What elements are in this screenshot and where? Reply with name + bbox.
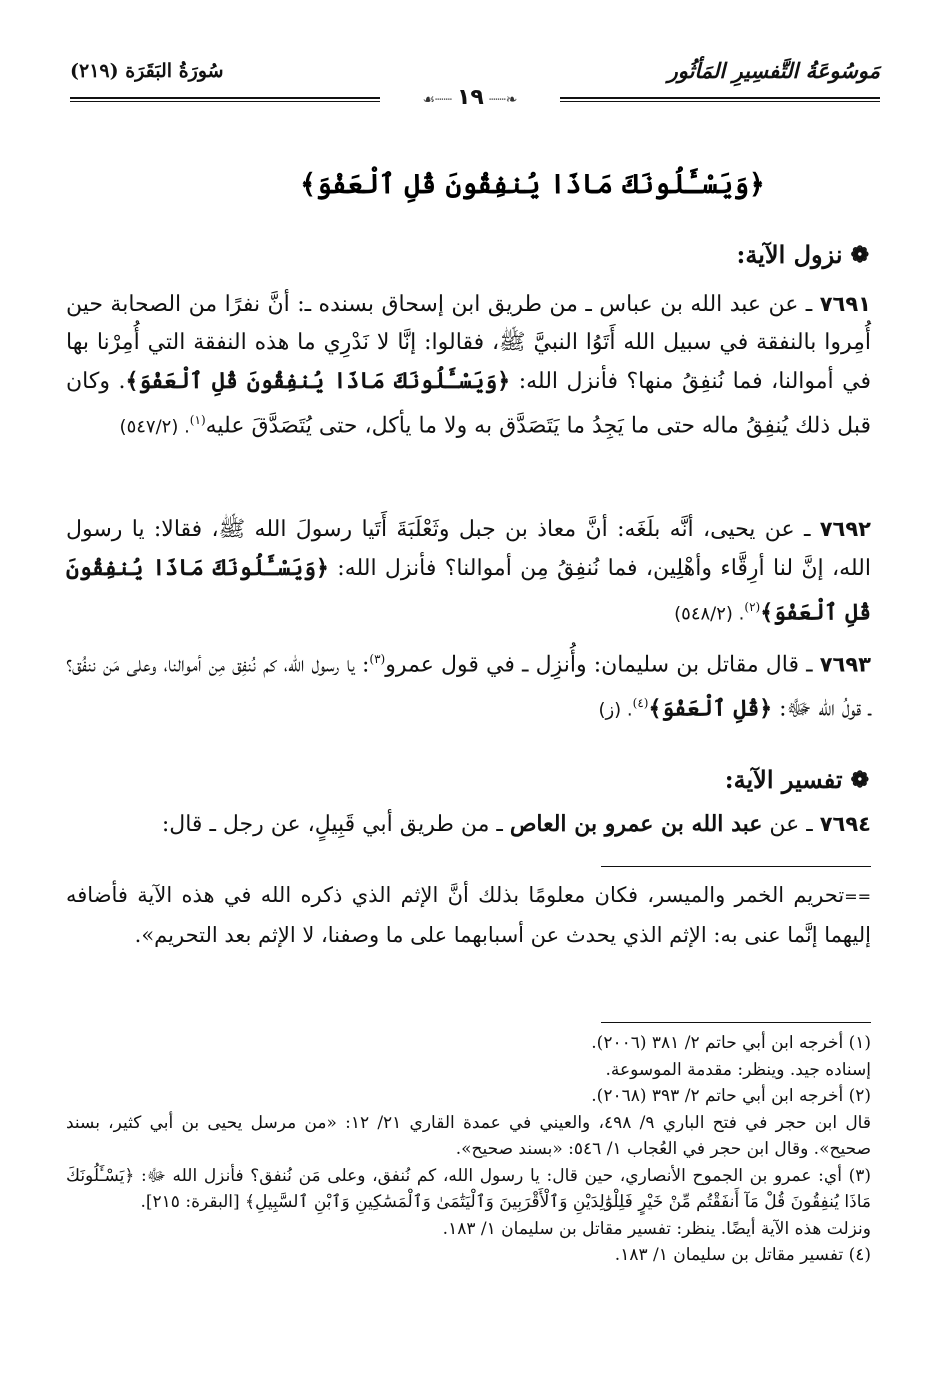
continued-footnote bbox=[66, 876, 871, 954]
hadith-number: ٧٦٩١ bbox=[819, 292, 871, 316]
footnote-separator bbox=[601, 1022, 871, 1023]
narrator-name: عبد الله بن عمرو بن العاص bbox=[509, 811, 763, 837]
flower-icon: ❁ bbox=[850, 241, 869, 268]
verse-heading: ﴿وَيَسْـَٔلُونَكَ مَاذَا يُنفِقُونَ قُلِ ٱلْعَفْوَ﴾ bbox=[300, 169, 765, 200]
footnote-separator bbox=[601, 866, 871, 867]
hadith-7694 bbox=[66, 805, 871, 844]
footnote-marker: (٤) bbox=[632, 696, 649, 711]
footnote-line: ونزلت هذه الآية أيضًا. ينظر: تفسير مقاتل بن سليمان ١/ ١٨٣. bbox=[442, 1218, 871, 1239]
hadith-number: ٧٦٩٤ bbox=[819, 812, 871, 836]
footnote-line: (١) أخرجه ابن أبي حاتم ٢/ ٣٨١ (٢٠٠٦). bbox=[591, 1033, 871, 1053]
footnote-marker: (١) bbox=[189, 413, 206, 427]
footnote-line: قال ابن حجر في فتح الباري ٩/ ٤٩٨، والعيني في عمدة القاري ٢١/ ١٢: «من مرسل يحيى بن أبي كثير، بسند صحيح». وقال ابن حجر في العُجاب ١/ ٥٤٦: «بسند صحيح». bbox=[66, 1112, 871, 1159]
hadith-text: : يا رسول الله، كم نُنفِق مِن أموالنا، وعلى مَن ننفُق؟ ـ قولُ الله ﷻ: bbox=[66, 652, 871, 722]
section-heading-nuzul bbox=[736, 240, 869, 269]
page-number: ١٩ bbox=[456, 85, 484, 110]
footnote-marker: (٣) bbox=[369, 652, 386, 666]
footnote-line: (٤) تفسير مقاتل بن سليمان ١/ ١٨٣. bbox=[614, 1245, 871, 1265]
footnote-line: (٢) أخرجه ابن أبي حاتم ٢/ ٣٩٣ (٢٠٦٨). bbox=[591, 1086, 871, 1106]
volume-reference: . (٥٤٧/٢) bbox=[119, 416, 190, 438]
continued-text: تحريم الخمر والميسر، فكان معلومًا بذلك أنَّ الإثم الذي ذكره الله في هذه الآية فأضافه إليهما إنَّما عنى به: الإثم الذي يحدث عن أسبابهما على ما وصفنا، لا الإثم بعد التحريم». bbox=[66, 883, 871, 947]
hadith-7693 bbox=[66, 640, 871, 730]
volume-reference: . (ز) bbox=[598, 699, 633, 721]
section-heading-tafsir bbox=[725, 765, 869, 794]
ornament-icon: ┈┈☙ bbox=[422, 92, 452, 108]
hadith-text: ـ من طريق أبي قَبِيلٍ، عن رجل ـ قال: bbox=[161, 812, 510, 837]
hadith-text: ـ قال مقاتل بن سليمان: وأُنزِل ـ في قول عمرو bbox=[385, 652, 820, 678]
hadith-text: ـ عن bbox=[762, 812, 820, 837]
footnotes bbox=[66, 1030, 871, 1269]
hadith-number: ٧٦٩٣ bbox=[819, 652, 872, 677]
quran-quote: ﴿وَيَسْـَٔلُونَكَ مَاذَا يُنفِقُونَ قُلِ ٱلْعَفْوَ﴾ bbox=[125, 368, 511, 394]
footnote-line: (٣) أي: عمرو بن الجموح الأنصاري، حين قال: يا رسول الله، كم نُنفق، وعلى مَن نُنفق؟ فأنزل الله ﷻ: ﴿يَسْـَٔلُونَكَ مَاذَا يُنفِقُونَ قُلْ مَآ أَنفَقْتُم مِّنْ خَيْرٍ فَلِلْوَٰلِدَيْنِ وَٱلْأَقْرَبِينَ وَٱلْيَتَٰمَىٰ وَٱلْمَسَٰكِينِ وَٱبْنِ ٱلسَّبِيلِ﴾ [البقرة: ٢١٥]. bbox=[66, 1165, 871, 1212]
book-title: مَوسُوعَةُ التَّفسِيرِ المَأثُور bbox=[667, 58, 880, 83]
surah-label: سُورَةُ البَقَرَة (٢١٩) bbox=[70, 60, 224, 82]
footnote-marker: (٢) bbox=[744, 600, 761, 614]
page-number-box bbox=[380, 85, 560, 111]
flower-icon: ❁ bbox=[850, 766, 869, 793]
hadith-text: ـ عن عبد الله بن عباس ـ من طريق ابن إسحاق بسنده ـ: أنَّ نفرًا من الصحابة حين أُمِروا بالنفقة في سبيل الله أَتَوُا النبيَّ ﷺ، فقالوا: إنَّا لا نَدْرِي ما هذه النفقة التي أُمِرْنا بها في أموالنا، فما نُنفِقُ منها؟ فأنزل الله: bbox=[66, 292, 872, 394]
volume-reference: . (٥٤٨/٢) bbox=[674, 603, 745, 625]
hadith-text: ـ عن يحيى، أنَّه بلَغَه: أنَّ معاذ بن جبل وثَعْلَبَةَ أَتَيا رسولَ الله ﷺ، فقالا: يا رسول الله، إنَّ لنا أرِقَّاء وأهْلِين، فما نُنفِقُ مِن أموالنا؟ فأنزل الله: bbox=[66, 517, 871, 581]
footnote-line: إسناده جيد. وينظر: مقدمة الموسوعة. bbox=[605, 1059, 871, 1080]
section-heading-label: نزول الآية: bbox=[736, 240, 843, 269]
hadith-text: . وكان قبل ذلك يُنفِقُ ماله حتى ما يَجِدُ ما يَتَصَدَّق به ولا ما يأكل، حتى يُتَصَدَّقَ عليه bbox=[66, 369, 871, 439]
hadith-7691 bbox=[66, 285, 871, 446]
section-heading-label: تفسير الآية: bbox=[724, 765, 843, 794]
ornament-icon: ❧┈┈ bbox=[488, 92, 518, 108]
hadith-7692 bbox=[66, 510, 871, 633]
quran-quote: ﴿قُلِ ٱلْعَفْوَ﴾ bbox=[648, 695, 773, 722]
continuation-marker: == bbox=[844, 887, 871, 906]
hadith-number: ٧٦٩٢ bbox=[819, 517, 872, 541]
quran-quote: ﴿وَيَسْـَٔلُونَكَ مَاذَا يُنفِقُونَ قُلِ ٱلْعَفْوَ﴾ bbox=[66, 555, 871, 626]
